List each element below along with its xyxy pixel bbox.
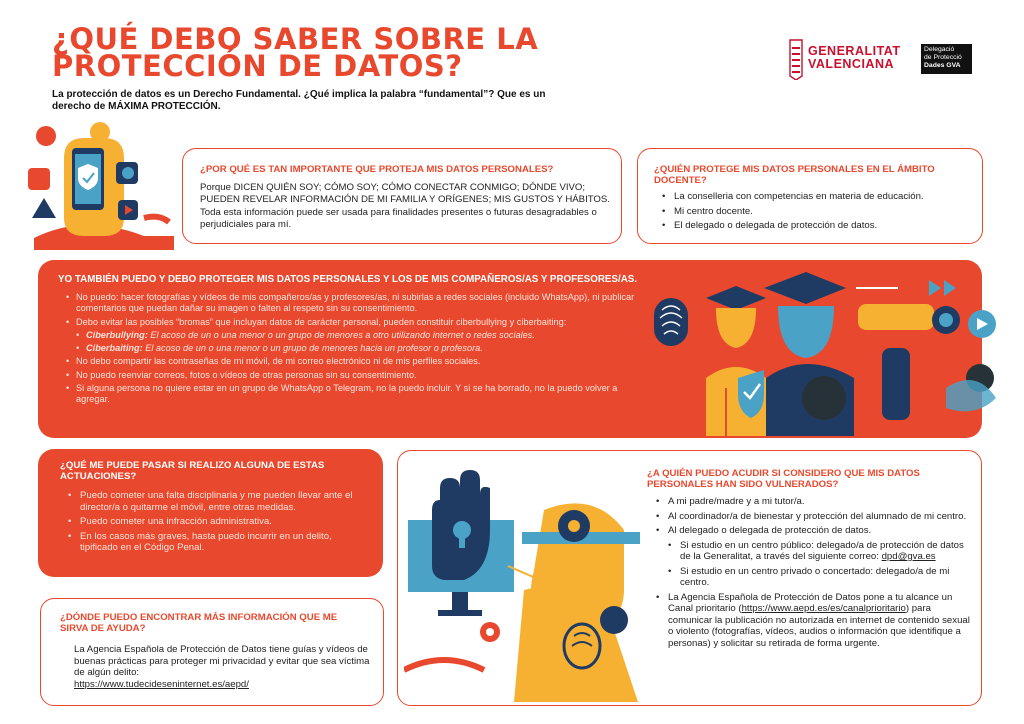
- list-item-private-center: • Si estudio en un centro privado o concertado: delegado/a de mi centro.: [666, 566, 972, 589]
- dpd-logo: [921, 44, 972, 74]
- list-item: • Puedo cometer una falta disciplinaria y me pueden llevar ante el director/a o quitarme el móvil, entre otras medidas.: [66, 490, 366, 513]
- intro-text: La protección de datos es un Derecho Fundamental. ¿Qué implica la palabra “fundamental”? Que es un derecho de MÁXIMA PROTECCIÓN.: [52, 89, 546, 112]
- consequences-list: [66, 490, 366, 557]
- hacker-illustration-icon: [404, 470, 640, 702]
- list-item: • No debo compartir las contraseñas de mi móvil, de mi correo electrónico ni de mis perfiles sociales.: [64, 356, 644, 367]
- list-item: • Debo evitar las posibles “bromas” que incluyan datos de carácter personal, pueden constituir ciberbullying y ciberbaiting:: [64, 317, 644, 328]
- generalitat-logo-icon: [786, 36, 806, 80]
- page-title: ¿QUÉ DEBO SABER SOBRE LA PROTECCIÓN DE DATOS?: [52, 22, 539, 83]
- tudecides-link[interactable]: https://www.tudecideseninternet.es/aepd/: [74, 679, 249, 690]
- logo-line: Dades GVA: [924, 62, 961, 69]
- list-item: • Al delegado o delegada de protección de datos.: [654, 525, 972, 537]
- term-label: Ciberbaiting:: [86, 343, 143, 354]
- term-label: Ciberbullying:: [86, 329, 148, 340]
- term-definition: El acoso de un o una menor o un grupo de menores hacia un profesor o profesora.: [142, 343, 483, 354]
- list-item-aepd: [654, 592, 972, 650]
- list-item: • A mi padre/madre y a mi tutor/a.: [654, 496, 972, 508]
- why-paragraph-2: Toda esta información puede ser usada para finalidades presentes o futuras desagradables o perjudiciales para mí.: [200, 207, 597, 230]
- sub-item-text: Si estudio en un centro público: delegado/a de protección de datos de la Generalitat, a través del siguiente correo:: [680, 539, 964, 562]
- why-paragraph-1: Porque DICEN QUIÉN SOY; CÓMO SOY; CÓMO CONECTAR CONMIGO; DÓNDE VIVO; PUEDEN REVELAR INFORMACIÓN DE MI FAMILIA Y ORÍGENES; MIS GUSTOS Y HÁBITOS.: [200, 182, 610, 205]
- canal-prioritario-link[interactable]: https://www.aepd.es/es/canalprioritario: [741, 603, 906, 614]
- logo-line: VALENCIANA: [808, 57, 895, 71]
- list-item: • Mi centro docente.: [660, 206, 970, 218]
- list-item: • No puedo: hacer fotografías y vídeos de mis compañeros/as y profesores/as, ni subirlas a redes sociales (incluido WhatsApp), ni publicar comentarios que puedan dañar su imagen o falten al respeto sin su consentimiento.: [64, 292, 644, 315]
- generalitat-logo-text: [808, 45, 901, 71]
- logo-line: GENERALITAT: [808, 44, 901, 58]
- list-item: • El delegado o delegada de protección de datos.: [660, 220, 970, 232]
- help-heading: ¿A QUIÉN PUEDO ACUDIR SI CONSIDERO QUE MIS DATOS PERSONALES HAN SIDO VULNERADOS?: [647, 468, 920, 490]
- list-item: • No puedo reenviar correos, fotos o vídeos de otras personas sin su consentimiento.: [64, 370, 644, 381]
- logo-line: Delegació: [924, 46, 955, 53]
- list-item-ciberbullying: [74, 330, 644, 341]
- more-info-text: La Agencia Española de Protección de Datos tiene guías y vídeos de buenas prácticas para proteger mi privacidad y evitar que sea víctima de algún delito:: [74, 644, 370, 678]
- list-item: • Al coordinador/a de bienestar y protección del alumnado de mi centro.: [654, 511, 972, 523]
- aepd-text-start: La Agencia Española de Protección de Datos pone a tu alcance un Canal prioritario (: [668, 591, 953, 614]
- dpd-email-link[interactable]: dpd@gva.es: [881, 551, 936, 562]
- help-list: [654, 496, 972, 652]
- smartphone-illustration-icon: [24, 118, 174, 258]
- aepd-text-end: ) para comunicar la publicación no autorizada en internet de contenido sexual o violento (fotografías, vídeos, audios o información que identifique a personas) y solicitar su retirada de forma urgente.: [668, 603, 970, 649]
- who-heading: ¿QUIÉN PROTEGE MIS DATOS PERSONALES EN EL ÁMBITO DOCENTE?: [654, 164, 935, 186]
- term-definition: El acoso de un o una menor o un grupo de menores a otro utilizando internet o redes sociales.: [147, 329, 535, 340]
- graduates-illustration-icon: [646, 258, 1008, 440]
- consequences-heading: ¿QUÉ ME PUEDE PASAR SI REALIZO ALGUNA DE ESTAS ACTUACIONES?: [60, 460, 325, 482]
- protect-heading: YO TAMBIÉN PUEDO Y DEBO PROTEGER MIS DATOS PERSONALES Y LOS DE MIS COMPAÑEROS/AS Y PROFESORES/AS.: [58, 274, 638, 285]
- list-item: • En los casos más graves, hasta puedo incurrir en un delito, tipificado en el Código Penal.: [66, 531, 366, 554]
- list-item-public-center: [666, 540, 972, 563]
- protect-list: [64, 292, 644, 408]
- logo-line: de Protecció: [924, 54, 962, 61]
- list-item-ciberbaiting: [74, 343, 644, 354]
- list-item: • Puedo cometer una infracción administrativa.: [66, 516, 366, 528]
- list-item: • Si alguna persona no quiere estar en un grupo de WhatsApp o Telegram, no la puedo incluir. Y si se ha borrado, no la puedo volver a agregar.: [64, 383, 644, 406]
- who-list: [660, 191, 970, 235]
- more-info-heading: ¿DÓNDE PUEDO ENCONTRAR MÁS INFORMACIÓN QUE ME SIRVA DE AYUDA?: [60, 612, 338, 634]
- why-heading: ¿POR QUÉ ES TAN IMPORTANTE QUE PROTEJA MIS DATOS PERSONALES?: [200, 164, 554, 175]
- list-item: • La conselleria con competencias en materia de educación.: [660, 191, 970, 203]
